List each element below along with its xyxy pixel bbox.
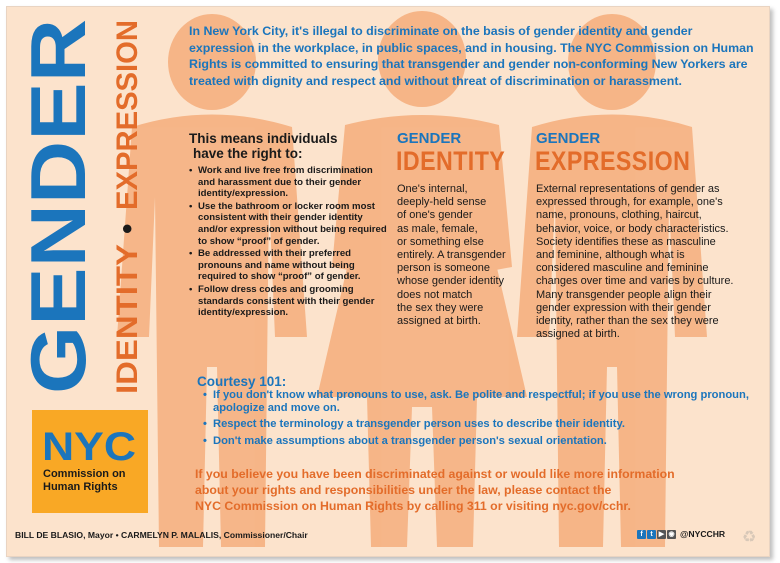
expression-line: External representations of gender as <box>536 183 720 195</box>
expression-line: Many transgender people align their <box>536 288 712 301</box>
rights-list <box>189 165 389 320</box>
list-item: • Respect the terminology a transgender person uses to describe their identity. <box>203 418 763 431</box>
identity-line: the sex they were <box>397 301 484 314</box>
contact-paragraph <box>195 466 765 514</box>
rights-heading-line2: have the right to: <box>193 146 303 161</box>
identity-line: assigned at birth. <box>397 315 481 328</box>
expression-definition <box>536 183 764 341</box>
instagram-icon[interactable]: ◉ <box>668 530 675 538</box>
vertical-title <box>7 7 187 407</box>
expression-line: assigned at birth. <box>536 328 620 341</box>
intro-paragraph: In New York City, it's illegal to discriminate on the basis of gender identity and gender expression in the workplace, in public spaces, and in housing. The NYC Commission on Human Rights is committed to ensuring that transgender and gender non-conforming New Yorkers are treated with dignity and respect and without threat of discrimination or harassment. <box>189 24 754 88</box>
rights-heading-line1: This means individuals <box>189 131 338 146</box>
commission-name <box>43 468 147 493</box>
social-handles <box>637 529 725 539</box>
identity-line: does not match <box>397 288 473 301</box>
recycle-icon: ♻ <box>742 529 757 546</box>
expression-line: expressed through, for example, one's <box>536 196 723 209</box>
courtesy-title: Courtesy 101: <box>197 374 287 389</box>
youtube-icon[interactable]: ▶ <box>658 530 665 538</box>
subtitle-bullet: • <box>111 223 144 234</box>
expression-line: gender expression with their gender <box>536 301 711 314</box>
officials-credit: BILL DE BLASIO, Mayor • CARMELYN P. MALALIS, Commissioner/Chair <box>15 530 308 540</box>
identity-line: person is someone <box>397 262 490 275</box>
expression-line: considered masculine and feminine <box>536 262 709 275</box>
contact-line: If you believe you have been discriminated against or would like more information <box>195 467 675 481</box>
facebook-icon[interactable]: f <box>637 530 646 539</box>
list-item: • Don't make assumptions about a transgender person's sexual orientation. <box>203 435 763 448</box>
nyc-logo <box>42 428 138 464</box>
identity-line: One's internal, <box>397 183 468 195</box>
gender-title: GENDER <box>14 60 102 394</box>
identity-line: entirely. A transgender <box>397 249 506 262</box>
contact-line: about your rights and responsibilities under the law, please contact the <box>195 483 612 497</box>
expression-subtitle: EXPRESSION <box>111 14 144 210</box>
expression-line: and feminine, although what is <box>536 249 685 262</box>
identity-subtitle: IDENTITY <box>111 257 144 394</box>
expression-line: behavior, voice, or body characteristics. <box>536 222 729 235</box>
expression-line: identity, rather than the sex they were <box>536 315 719 328</box>
social-handle[interactable]: @NYCCHR <box>680 529 726 539</box>
list-item: • Be addressed with their preferred pronouns and name without being required to show “proof” of gender. <box>189 248 389 283</box>
identity-title: IDENTITY <box>396 146 506 176</box>
identity-definition <box>397 183 537 328</box>
identity-label: GENDER <box>397 130 462 147</box>
identity-line: whose gender identity <box>397 275 505 288</box>
expression-line: Society identifies these as masculine <box>536 235 716 248</box>
list-item: • Follow dress codes and grooming standards consistent with their gender identity/expression. <box>189 284 389 319</box>
commission-line2: Human Rights <box>43 480 118 493</box>
expression-line: name, pronouns, clothing, haircut, <box>536 209 702 222</box>
list-item: • Work and live free from discrimination and harassment due to their gender identity/expression. <box>189 165 389 200</box>
twitter-icon[interactable]: t <box>647 530 656 539</box>
list-item: • If you don't know what pronouns to use, ask. Be polite and respectful; if you use the wrong pronoun, apologize and move on. <box>203 389 763 415</box>
identity-line: of one's gender <box>397 209 473 222</box>
contact-line: NYC Commission on Human Rights by calling 311 or visiting nyc.gov/cchr. <box>195 499 631 513</box>
identity-line: or something else <box>397 235 484 248</box>
list-item: • Use the bathroom or locker room most consistent with their gender identity and/or expression without being required to show “proof” of gender. <box>189 201 389 247</box>
expression-title: EXPRESSION <box>535 146 691 176</box>
courtesy-list <box>203 389 763 451</box>
expression-line: changes over time and varies by culture. <box>536 275 734 288</box>
identity-line: deeply-held sense <box>397 196 487 209</box>
flyer-card <box>6 6 770 557</box>
commission-line1: Commission on <box>43 468 126 480</box>
identity-line: as male, female, <box>397 222 478 235</box>
nyc-mark: NYC <box>42 428 136 464</box>
nyc-logo-box <box>32 410 148 513</box>
rights-heading <box>189 131 389 161</box>
expression-label: GENDER <box>536 130 601 147</box>
